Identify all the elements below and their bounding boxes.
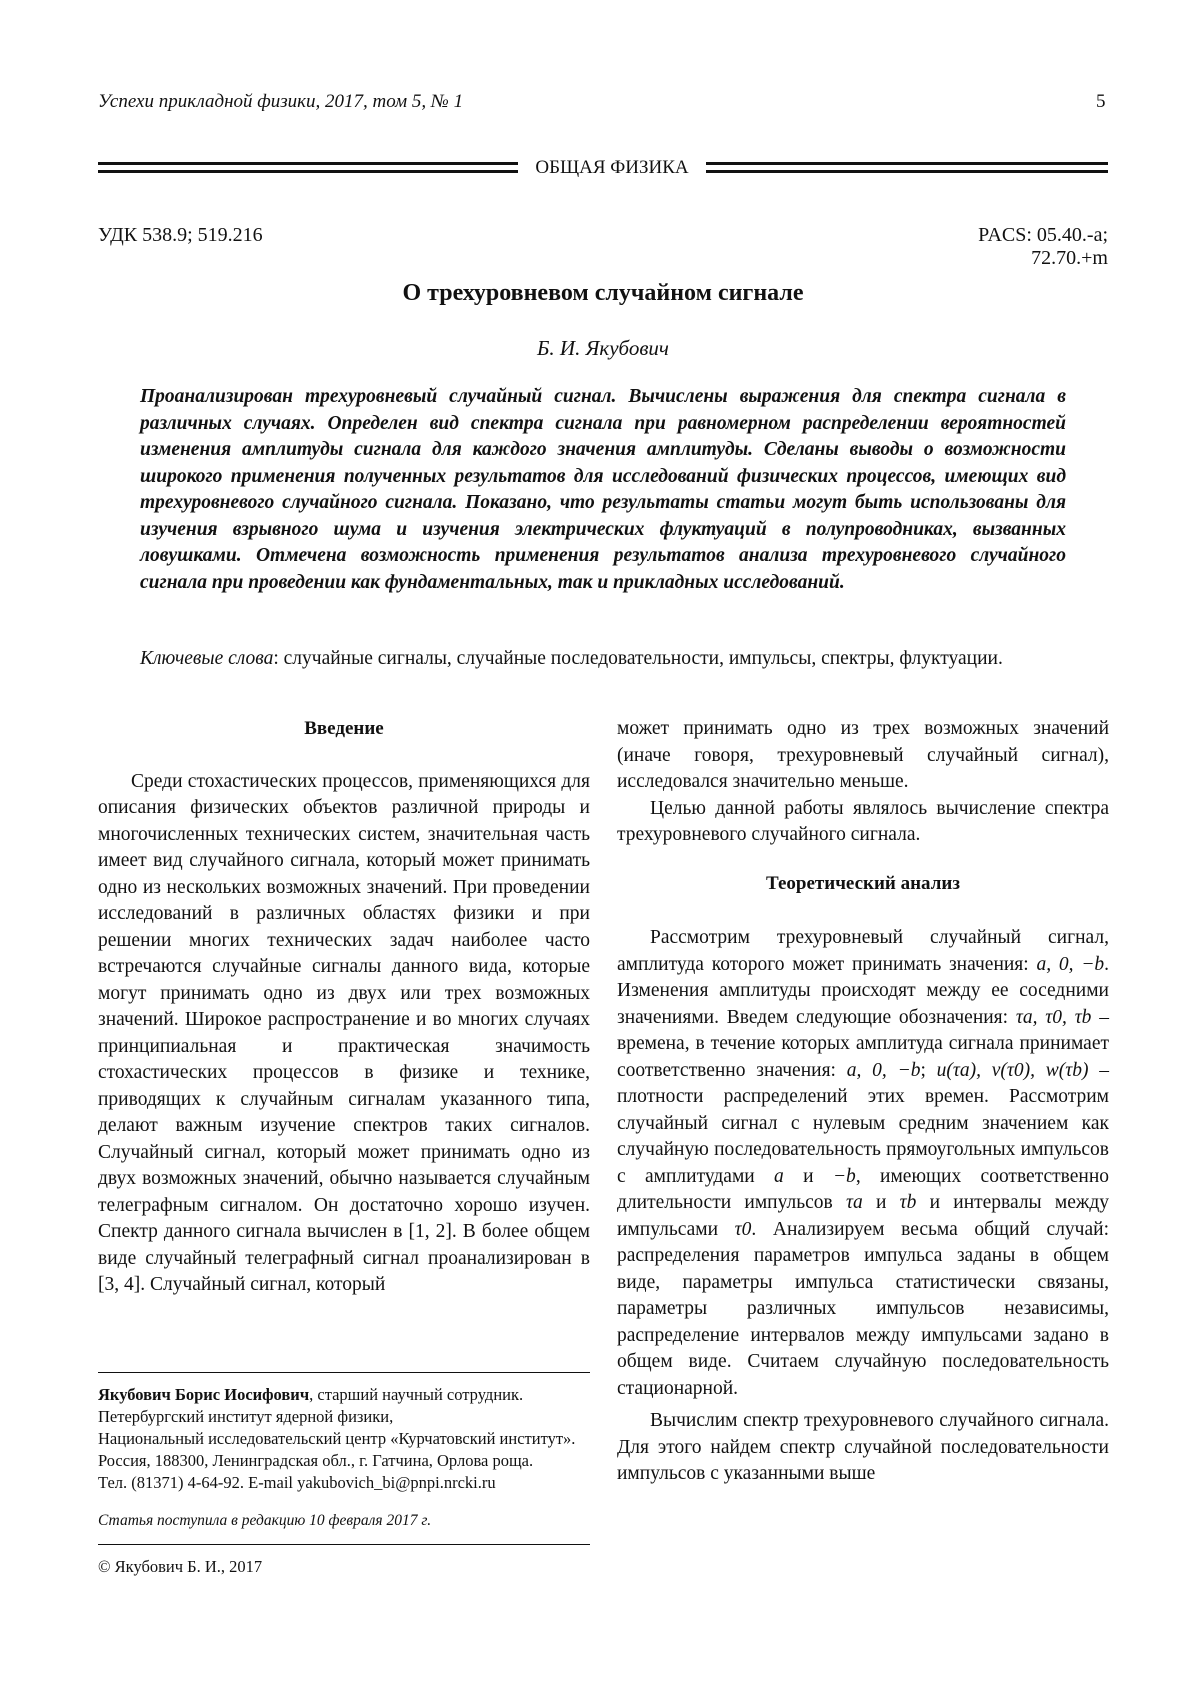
theory-text: . Изменения амплитуды происходят между ее соседними значениями. Введем следующие обозначения: — [617, 953, 1109, 1028]
intro-paragraph: Среди стохастических процессов, применяющихся для описания физических объектов различной природы и многочисленных технических систем, значительная часть имеет вид случайного сигнала, который может принимать одно из нескольких возможных значений. При проведении исследований в различных областях физики и при решении многих технических задач наиболее часто встречаются случайные сигналы данного вида, которые могут принимать одно из двух или трех возможных значений. Широкое распространение и во многих случаях принципиальная и практическая значимость стохастических процессов в физике и технике, приводящих к случайным сигналам указанного типа, делают важным изучение спектров таких сигналов. Случайный сигнал, который может принимать одно из двух возможных значений, обычно называется случайным телеграфным сигналом. Он достаточно хорошо изучен. Спектр данного сигнала вычислен в [1, 2]. В более общем виде случайный телеграфный сигнал проанализирован в [3, 4]. Случайный сигнал, который — [98, 770, 590, 1295]
article-title: О трехуровневом случайном сигнале — [402, 280, 804, 306]
keywords — [140, 646, 1066, 673]
theory-text: – плотности распределений этих времен. Рассмотрим случайный сигнал с нулевым средним значением как случайную последовательность прямоугольных импульсов с амплитудами — [617, 1059, 1109, 1187]
pacs-code: PACS: 05.40.-a; 72.70.+m — [978, 224, 1108, 269]
footnote-contact: Тел. (81371) 4-64-92. E-mail yakubovich_bi@pnpi.nrcki.ru — [98, 1473, 496, 1492]
footnote-position: , старший научный сотрудник. — [309, 1385, 524, 1404]
theory-heading: Теоретический анализ — [766, 872, 960, 894]
left-column — [98, 716, 590, 1299]
theory-paragraph-1: Рассмотрим трехуровневый случайный сигнал, амплитуда которого может принимать значения: a, 0, −b. Изменения амплитуды происходят между ее соседними значениями. Введем следующие обозначения: τa, τ0, τb – времена, в течение которых амплитуда сигнала принимает соответственно значения: a, 0, −b; u(τa), v(τ0), w(τb) – плотности распределений этих времен. Рассмотрим случайный сигнал с нулевым средним значением как случайную последовательность прямоугольных импульсов с амплитудами a и −b, имеющих соответственно длительности импульсов τa и τb и интервалы между импульсами τ0. Анализируем весьма общий случай: распределения параметров импульса заданы в общем виде, параметры импульса статистически связаны, параметры различных импульсов независимы, распределение интервалов между импульсами задано в общем виде. Считаем случайную последовательность стационарной. — [617, 927, 1110, 1399]
received-date: Статья поступила в редакцию 10 февраля 2017 г. — [98, 1512, 432, 1529]
page-number: 5 — [1096, 91, 1106, 112]
theory-text: и — [875, 1192, 887, 1213]
intro-goal: Целью данной работы являлось вычисление спектра трехуровневого случайного сигнала. — [617, 797, 1109, 845]
keywords-label: Ключевые слова — [140, 648, 274, 669]
formula-densities: u(τa), v(τ0), w(τb) — [936, 1059, 1089, 1081]
copyright-rule — [98, 1544, 590, 1545]
article-author: Б. И. Якубович — [537, 336, 669, 360]
formula-values-2: a, 0, −b — [846, 1059, 921, 1081]
theory-text: – времена, в течение которых амплитуда сигнала принимает соответственно значения: — [617, 1006, 1109, 1081]
copyright: © Якубович Б. И., 2017 — [98, 1557, 263, 1576]
formula-amp-b: −b — [832, 1165, 856, 1187]
footnote-address: Россия, 188300, Ленинградская обл., г. Гатчина, Орлова роща. — [98, 1451, 534, 1470]
keywords-text: : случайные сигналы, случайные последовательности, импульсы, спектры, флуктуации. — [273, 648, 1003, 669]
section-rule-left — [98, 162, 518, 173]
udk-code: УДК 538.9; 519.216 — [98, 224, 263, 246]
formula-taus: τa, τ0, τb — [1015, 1006, 1092, 1028]
theory-text: . Анализируем весьма общий случай: распределения параметров импульса заданы в общем виде, параметры импульса статистически связаны, параметры различных импульсов независимы, распределение интервалов между импульсами задано в общем виде. Считаем случайную последовательность стационарной. — [617, 1218, 1109, 1399]
section-bar — [98, 154, 1108, 182]
intro-heading: Введение — [304, 718, 384, 739]
formula-values: a, 0, −b — [1036, 953, 1105, 975]
theory-text: и — [803, 1165, 814, 1187]
footnote-rule — [98, 1372, 590, 1373]
formula-amp-a: a — [774, 1165, 784, 1187]
section-rule-right — [706, 162, 1108, 173]
author-footnote — [98, 1384, 590, 1494]
right-column — [617, 716, 1109, 1488]
theory-text: , имеющих соответственно длительности импульсов — [617, 1165, 1110, 1213]
theory-paragraph-2: Вычислим спектр трехуровневого случайного сигнала. Для этого найдем спектр случайной последовательности импульсов с указанными выше — [617, 1410, 1109, 1484]
journal-running-title: Успехи прикладной физики, 2017, том 5, № 1 — [98, 91, 464, 112]
formula-tau-0: τ0 — [734, 1218, 752, 1240]
theory-text: Рассмотрим трехуровневый случайный сигнал, амплитуда которого может принимать значения: — [617, 927, 1109, 975]
footnote-author-name: Якубович Борис Иосифович — [98, 1385, 310, 1404]
formula-tau-a: τa — [845, 1192, 863, 1213]
abstract: Проанализирован трехуровневый случайный сигнал. Вычислены выражения для спектра сигнала в различных случаях. Определен вид спектра сигнала при равномерном распределении вероятностей изменения амплитуды сигнала для каждого значения амплитуды. Сделаны выводы о возможности широкого применения полученных результатов для исследований физических процессов, имеющих вид трехуровневого случайного сигнала. Показано, что результаты статьи могут быть использованы для изучения взрывного шума и изучения электрических флуктуаций в полупроводниках, вызванных ловушками. Отмечена возможность применения результатов анализа трехуровневого случайного сигнала при проведении как фундаментальных, так и прикладных исследований. — [140, 386, 1066, 593]
intro-continuation: может принимать одно из трех возможных значений (иначе говоря, трехуровневый случайный сигнал), исследовался значительно меньше. — [617, 718, 1109, 792]
section-name: ОБЩАЯ ФИЗИКА — [535, 157, 689, 178]
theory-text: и интервалы между импульсами — [617, 1192, 1110, 1240]
formula-tau-b: τb — [899, 1192, 917, 1213]
footnote-institute: Петербургский институт ядерной физики, — [98, 1407, 394, 1426]
footnote-center: Национальный исследовательский центр «Курчатовский институт». — [98, 1429, 576, 1448]
